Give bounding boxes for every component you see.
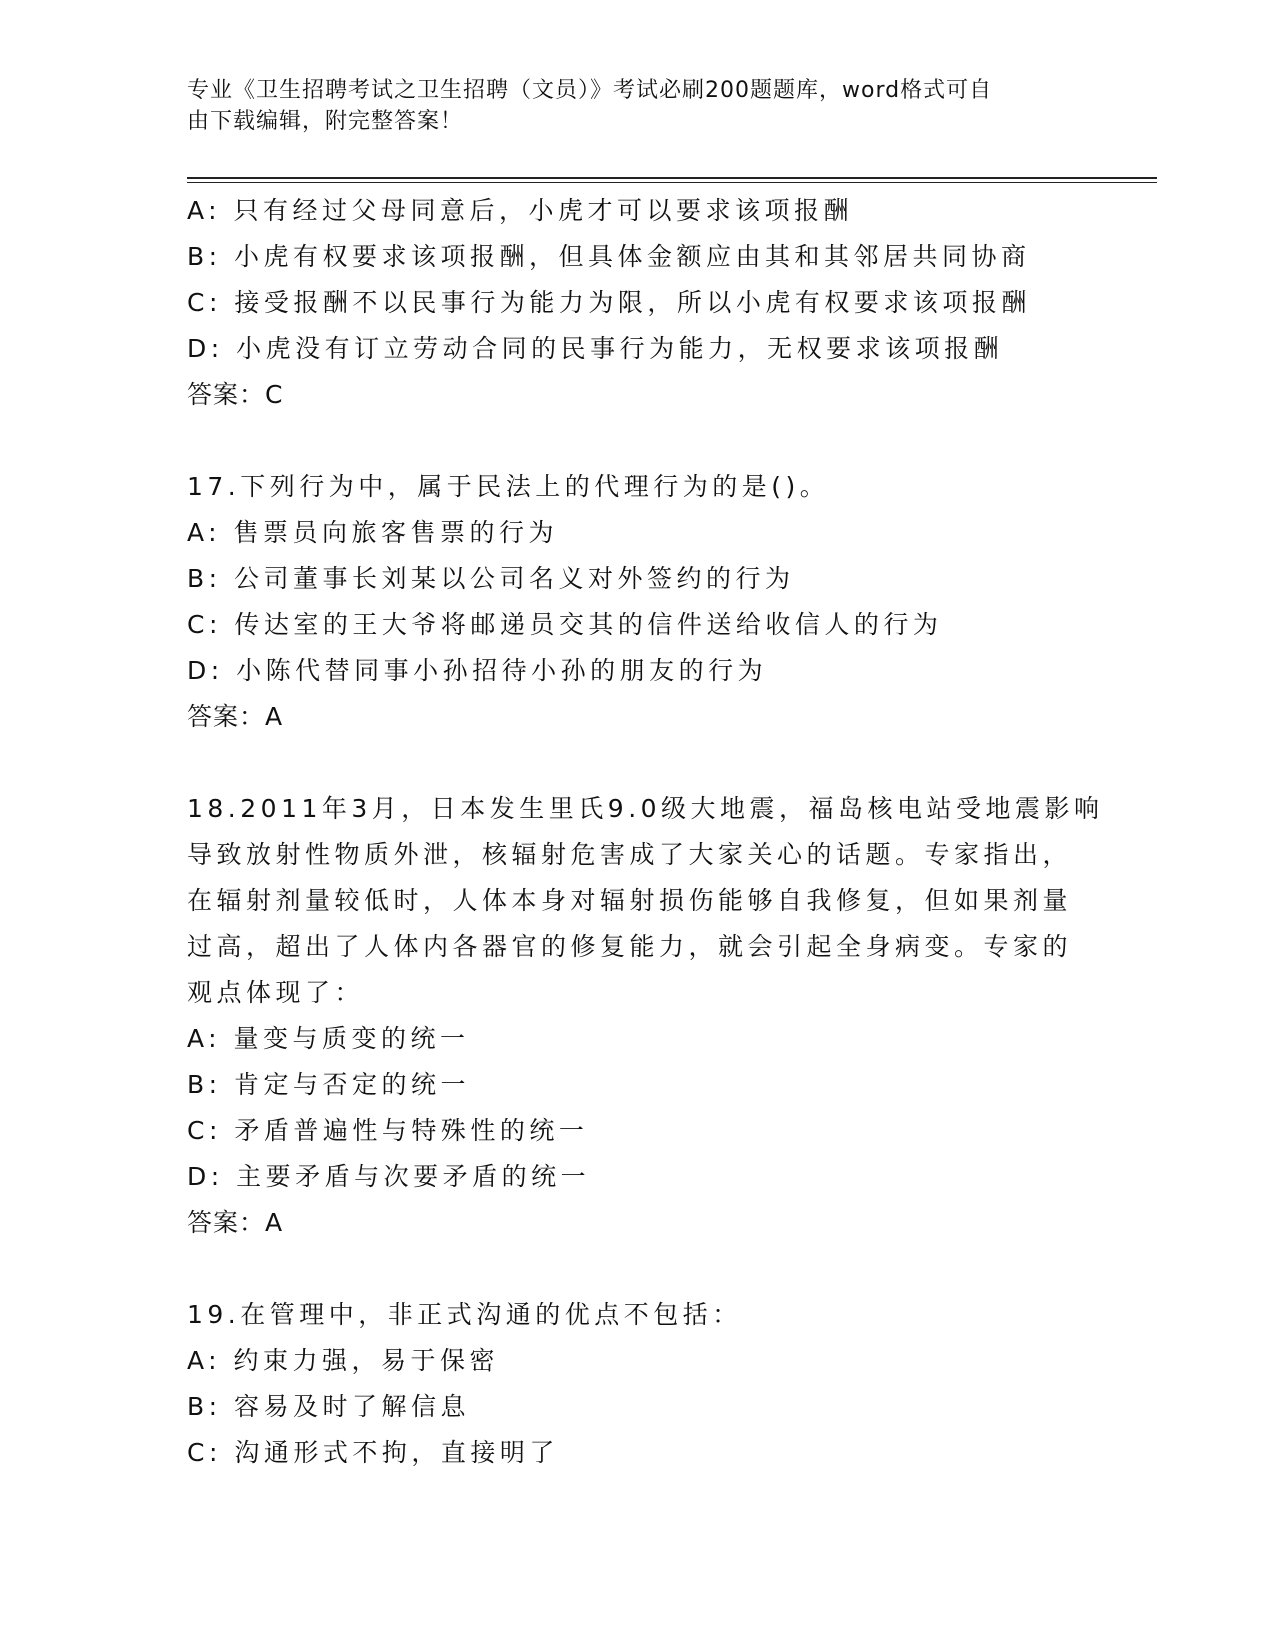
question-stem-line: 观点体现了：	[187, 978, 365, 1007]
header-divider	[187, 177, 1157, 179]
document-header	[187, 75, 1087, 137]
spacer	[187, 740, 1147, 786]
answer: 答案：A	[187, 702, 284, 731]
option-c: C: 沟通形式不拘，直接明了	[187, 1438, 559, 1467]
option-b: B: 肯定与否定的统一	[187, 1070, 471, 1099]
spacer	[187, 1246, 1147, 1292]
question-19	[187, 1292, 1147, 1476]
question-stem-line: 在辐射剂量较低时，人体本身对辐射损伤能够自我修复，但如果剂量	[187, 886, 1073, 915]
question-stem: 17.下列行为中，属于民法上的代理行为的是()。	[187, 472, 830, 501]
option-a: A: 量变与质变的统一	[187, 1024, 470, 1053]
option-c: C: 矛盾普遍性与特殊性的统一	[187, 1116, 589, 1145]
question-17	[187, 464, 1147, 740]
question-16	[187, 188, 1147, 418]
header-divider-thin	[187, 182, 1157, 183]
option-d: D: 小虎没有订立劳动合同的民事行为能力，无权要求该项报酬	[187, 334, 1004, 363]
option-c: C: 传达室的王大爷将邮递员交其的信件送给收信人的行为	[187, 610, 943, 639]
question-list	[187, 188, 1147, 1476]
header-line-1: 专业《卫生招聘考试之卫生招聘（文员）》考试必刷200题题库，word格式可自	[187, 78, 993, 103]
answer: 答案：C	[187, 380, 284, 409]
header-line-2: 由下载编辑，附完整答案！	[187, 109, 464, 134]
option-d: D: 主要矛盾与次要矛盾的统一	[187, 1162, 591, 1191]
question-stem-line: 18.2011年3月，日本发生里氏9.0级大地震，福岛核电站受地震影响	[187, 794, 1104, 823]
option-b: B: 小虎有权要求该项报酬，但具体金额应由其和其邻居共同协商	[187, 242, 1031, 271]
option-b: B: 公司董事长刘某以公司名义对外签约的行为	[187, 564, 795, 593]
question-stem-line: 过高，超出了人体内各器官的修复能力，就会引起全身病变。专家的	[187, 932, 1073, 961]
option-a: A: 售票员向旅客售票的行为	[187, 518, 559, 547]
question-18	[187, 786, 1147, 1246]
option-b: B: 容易及时了解信息	[187, 1392, 471, 1421]
question-stem-line: 导致放射性物质外泄，核辐射危害成了大家关心的话题。专家指出，	[187, 840, 1073, 869]
question-stem: 19.在管理中，非正式沟通的优点不包括：	[187, 1300, 742, 1329]
option-c: C: 接受报酬不以民事行为能力为限，所以小虎有权要求该项报酬	[187, 288, 1031, 317]
option-d: D: 小陈代替同事小孙招待小孙的朋友的行为	[187, 656, 768, 685]
answer: 答案：A	[187, 1208, 284, 1237]
spacer	[187, 418, 1147, 464]
option-a: A: 约束力强，易于保密	[187, 1346, 500, 1375]
option-a: A: 只有经过父母同意后，小虎才可以要求该项报酬	[187, 196, 854, 225]
